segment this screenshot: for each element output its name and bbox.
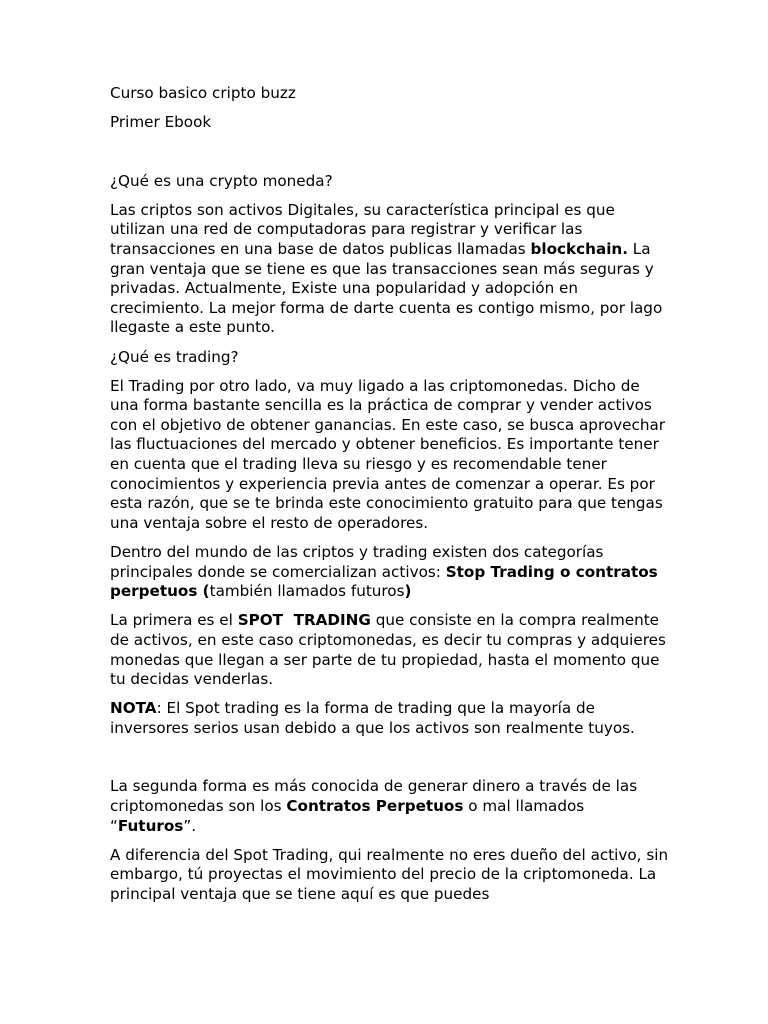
text-run: también llamados futuros [209, 582, 405, 601]
paragraph-crypto-definition [110, 201, 670, 338]
bold-categories: Stop Trading o contratos perpetuos ( [110, 562, 658, 601]
paragraph-spot-difference: A diferencia del Spot Trading, qui realmente no eres dueño del activo, sin embargo, tú proyectas el movimiento del precio de la criptomoneda. La principal ventaja que se tiene aquí es que puedes [110, 845, 669, 903]
text-run: Dentro del mundo de las criptos y trading existen dos categorías principales donde se comercializan activos: [110, 543, 604, 581]
paragraph-spot-trading [110, 611, 670, 689]
blank-line [110, 748, 670, 768]
paragraph-note [110, 699, 670, 738]
text-run: : El Spot trading es la forma de trading que la mayoría de inversores serios usan debido a que los activos son realmente tuyos. [110, 699, 635, 737]
text-run: La segunda forma es más conocida de generar dinero a través de las criptomonedas son los [110, 777, 638, 815]
document-page [110, 84, 670, 914]
paragraph-perpetual-contracts [110, 777, 670, 836]
bold-spot-trading: SPOT TRADING [237, 611, 371, 630]
section-heading-trading: ¿Qué es trading? [110, 347, 239, 366]
text-run: ”. [183, 816, 197, 835]
text-run: o mal llamados “ [110, 796, 585, 835]
text-run: Las criptos son activos Digitales, su característica principal es que utilizan una red de computadoras para registrar y verificar las transacciones en una base de datos publicas llamadas [110, 200, 615, 258]
text-run: que consiste en la compra realmente de activos, en este caso criptomonedas, es decir tu compras y adquieres monedas que llegan a ser parte de tu propiedad, hasta el momento que tu decidas venderlas. [110, 611, 666, 689]
bold-contratos-perpetuos: Contratos Perpetuos [286, 796, 464, 815]
bold-close-paren: ) [404, 582, 412, 601]
paragraph-trading-categories [110, 543, 670, 602]
bold-note-label: NOTA [110, 699, 157, 718]
text-run: La gran ventaja que se tiene es que las transacciones sean más seguras y privadas. Actualmente, Existe una popularidad y adopción en crecimiento. La mejor forma de darte cuenta es contigo mismo, por lago llegaste a este punto. [110, 239, 663, 337]
bold-blockchain: blockchain. [530, 239, 628, 258]
section-heading-crypto: ¿Qué es una crypto moneda? [110, 171, 333, 190]
bold-futuros: Futuros [117, 816, 184, 835]
course-title: Curso basico cripto buzz [110, 84, 296, 102]
blank-line [110, 142, 670, 162]
paragraph-trading-definition: El Trading por otro lado, va muy ligado a las criptomonedas. Dicho de una forma bastante sencilla es la práctica de comprar y vender activos con el objetivo de obtener ganancias. En este caso, se busca aprovechar las fluctuaciones del mercado y obtener beneficios. Es importante tener en cuenta que el trading lleva su riesgo y es recomendable tener conocimientos y experiencia previa antes de comenzar a operar. Es por esta razón, que se te brinda este conocimiento gratuito para que tengas una ventaja sobre el resto de operadores. [110, 376, 666, 532]
text-run: La primera es el [110, 611, 238, 630]
ebook-label: Primer Ebook [110, 113, 212, 132]
